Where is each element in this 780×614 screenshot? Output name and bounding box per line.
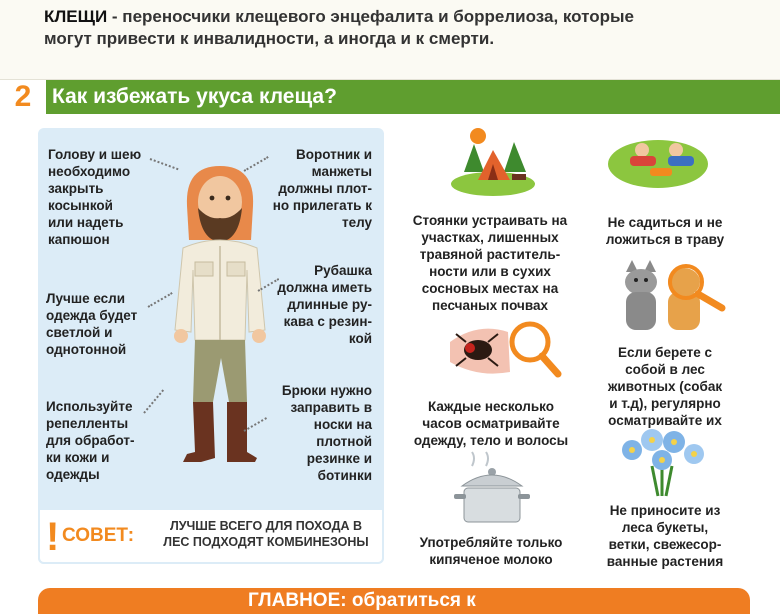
tip-color-line: Лучше если (46, 291, 126, 306)
rule-pets-line: животных (собак (607, 379, 723, 394)
tip-trousers-line: резинке и (306, 451, 372, 466)
rule-inspect-line: Каждые несколько (427, 399, 555, 414)
bottom-banner-text: ГЛАВНОЕ: обратиться к (248, 590, 476, 611)
tip-repellent-line: одежды (46, 467, 100, 482)
camp-tent-icon (448, 124, 538, 198)
tip-trousers-line: Брюки нужно (281, 383, 372, 398)
tip-trousers-line: заправить в (290, 400, 372, 415)
rule-camp-line: травяной раститель- (419, 247, 561, 262)
tip-shirt (272, 262, 372, 347)
intro-line1: - переносчики клещевого энцефалита и боррелиоза, которые (107, 7, 634, 26)
tip-color-line: одежда будет (46, 308, 138, 323)
rule-pets (590, 344, 740, 429)
rule-grass-line: Не садиться и не (607, 215, 723, 230)
exclamation-icon: ! (46, 515, 60, 559)
advice-box (38, 508, 384, 564)
rule-grass (590, 214, 740, 248)
tip-color-line: светлой и (46, 325, 113, 340)
tip-repellent (46, 398, 134, 483)
tip-shirt-line: должна иметь (277, 280, 372, 295)
flowers-bouquet-icon (612, 426, 712, 498)
section-title: Как избежать укуса клеща? (52, 85, 337, 108)
tip-head-line: косынкой (48, 198, 113, 213)
rule-inspect-line: часов осматривайте (422, 416, 560, 431)
tip-collar-line: телу (341, 215, 372, 230)
section-number: 2 (0, 80, 46, 114)
tip-shirt-line: кой (348, 331, 372, 346)
tip-repellent-line: для обработ- (46, 433, 135, 448)
tip-collar-line: Воротник и (295, 147, 372, 162)
tip-head-line: Голову и шею (48, 147, 142, 162)
rule-pets-line: Если берете с (618, 345, 712, 360)
tip-collar-line: должны плот- (278, 181, 372, 196)
intro-keyword: КЛЕЩИ (44, 7, 108, 26)
tip-repellent-line: Используйте (46, 399, 133, 414)
rule-plants (590, 502, 740, 570)
rule-plants-line: Не приносите из (609, 503, 721, 518)
rule-milk (398, 534, 584, 568)
intro-line2: могут привести к инвалидности, а иногда и к смерти. (44, 29, 495, 48)
tip-collar-line: манжеты (311, 164, 372, 179)
rule-plants-line: леса букеты, (621, 520, 709, 535)
rule-milk-line: кипяченое молоко (429, 552, 553, 567)
tip-trousers-line: плотной (316, 434, 372, 449)
person-illustration (165, 162, 275, 472)
advice-title: СОВЕТ: (62, 525, 135, 546)
rule-camp-line: ности или в сухих (429, 264, 551, 279)
rule-camp-line: Стоянки устраивать на (412, 213, 568, 228)
rule-camp-line: участках, лишенных (421, 230, 559, 245)
rule-pets-line: собой в лес (625, 362, 705, 377)
bottom-banner (38, 588, 750, 614)
tip-color-line: однотонной (46, 342, 127, 357)
intro-text (44, 6, 744, 50)
tip-head-line: закрыть (48, 181, 104, 196)
people-on-grass-icon (606, 128, 710, 194)
rule-plants-line: ветки, свежесор- (608, 537, 722, 552)
rule-inspect-line: одежду, тело и волосы (413, 433, 569, 448)
pets-magnifier-icon (614, 258, 734, 336)
tip-head-line: или надеть (48, 215, 124, 230)
rule-inspect (396, 398, 586, 449)
rule-camp-line: сосновых местах на (421, 281, 559, 296)
tip-head (48, 146, 141, 248)
rule-pets-line: и т.д), регулярно (609, 396, 721, 411)
rule-pets-line: осматривайте их (608, 413, 722, 428)
tip-shirt-line: кава с резин- (283, 314, 372, 329)
tip-trousers-line: носки на (313, 417, 372, 432)
rule-milk-line: Употребляйте только (419, 535, 563, 550)
tip-head-line: капюшон (48, 232, 110, 247)
advice-line: ЛЕС ПОДХОДЯТ КОМБИНЕЗОНЫ (163, 535, 369, 549)
tip-collar-line: но прилегать к (272, 198, 372, 213)
tip-collar (262, 146, 372, 231)
rule-grass-line: ложиться в траву (605, 232, 725, 247)
tip-trousers (262, 382, 372, 484)
advice-line: ЛУЧШЕ ВСЕГО ДЛЯ ПОХОДА В (169, 519, 363, 533)
advice-text (154, 518, 378, 550)
intro-block (0, 0, 780, 80)
boiling-pot-icon (452, 452, 532, 530)
tip-color (46, 290, 137, 358)
tip-repellent-line: репелленты (46, 416, 129, 431)
tick-magnifier-icon (448, 312, 562, 384)
tip-head-line: необходимо (48, 164, 131, 179)
rule-camp-line: песчаных почвах (432, 298, 548, 313)
tip-shirt-line: Рубашка (314, 263, 372, 278)
tip-shirt-line: длинные ру- (287, 297, 372, 312)
rule-plants-line: ванные растения (606, 554, 724, 569)
tip-repellent-line: ки кожи и (46, 450, 110, 465)
rule-camp (398, 212, 582, 314)
tip-trousers-line: ботинки (317, 468, 372, 483)
